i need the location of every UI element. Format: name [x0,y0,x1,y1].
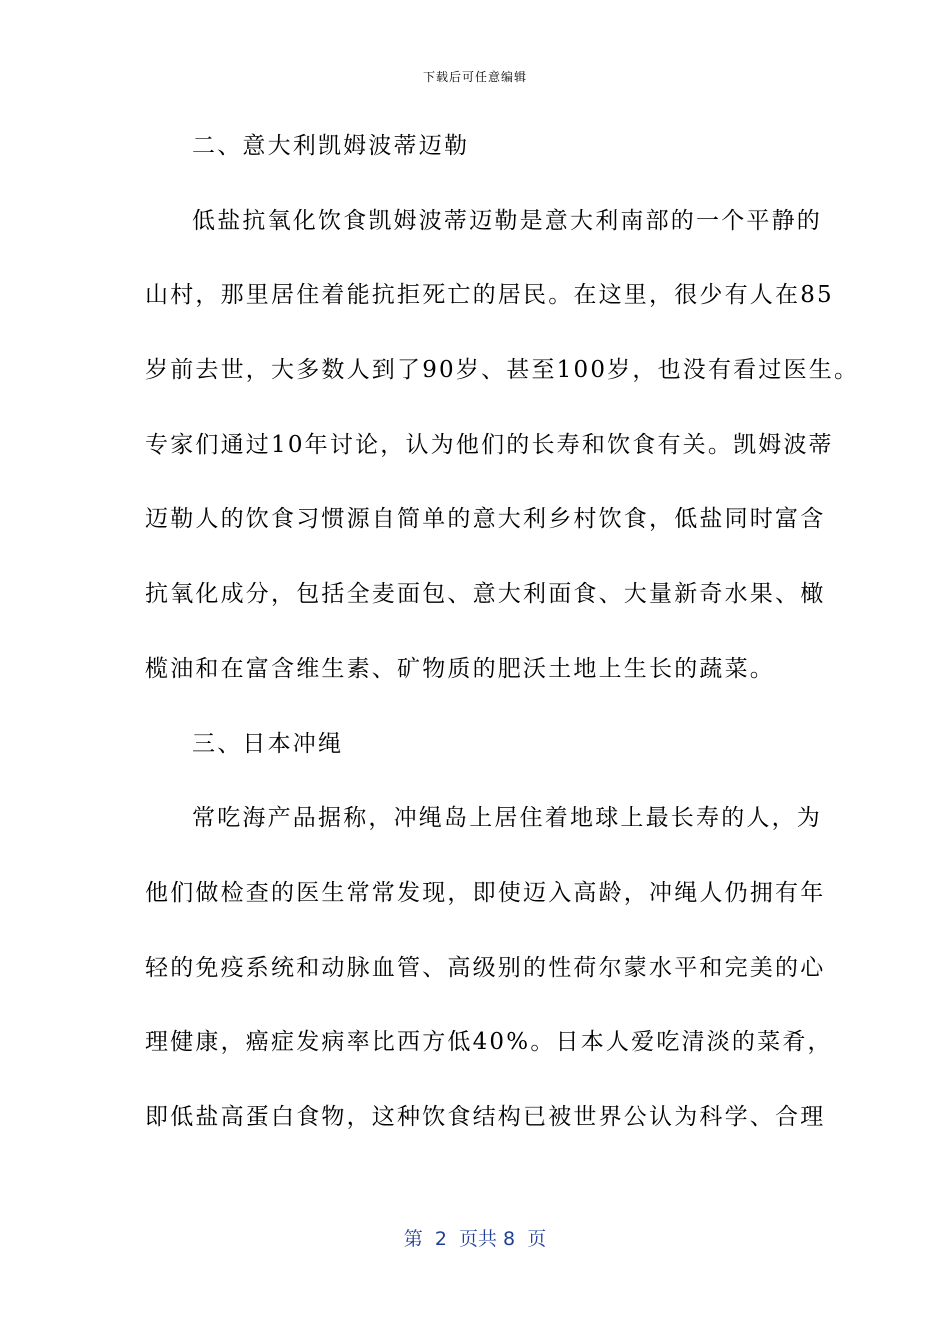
paragraph-line: 抗氧化成分，包括全麦面包、意大利面食、大量新奇水果、橄 [145,581,826,608]
section-heading-okinawa: 三、日本冲绳 [192,730,344,757]
paragraph-line: 他们做检查的医生常常发现，即使迈入高龄，冲绳人仍拥有年 [145,879,826,906]
paragraph-line: 专家们通过10年讨论，认为他们的长寿和饮食有关。凯姆波蒂 [145,431,834,458]
page-header-note: 下载后可任意编辑 [422,70,527,84]
paragraph-line: 常吃海产品据称，冲绳岛上居住着地球上最长寿的人，为 [192,805,822,832]
paragraph-line: 低盐抗氧化饮食凯姆波蒂迈勒是意大利南部的一个平静的 [192,207,822,234]
paragraph-line: 理健康，癌症发病率比西方低40%。日本人爱吃清淡的菜肴， [145,1029,833,1056]
paragraph-line: 榄油和在富含维生素、矿物质的肥沃土地上生长的蔬菜。 [145,655,775,682]
paragraph-line: 山村，那里居住着能抗拒死亡的居民。在这里，很少有人在85 [145,282,834,309]
page-number-footer: 第 2 页共 8 页 [403,1228,547,1250]
section-heading-italy: 二、意大利凯姆波蒂迈勒 [192,133,470,159]
paragraph-line: 轻的免疫系统和动脉血管、高级别的性荷尔蒙水平和完美的心 [145,954,826,981]
paragraph-line: 岁前去世，大多数人到了90岁、甚至100岁，也没有看过医生。 [145,357,860,384]
document-body [145,124,860,1170]
paragraph-line: 迈勒人的饮食习惯源自简单的意大利乡村饮食，低盐同时富含 [145,506,826,533]
paragraph-line: 即低盐高蛋白食物，这种饮食结构已被世界公认为科学、合理 [145,1103,826,1130]
